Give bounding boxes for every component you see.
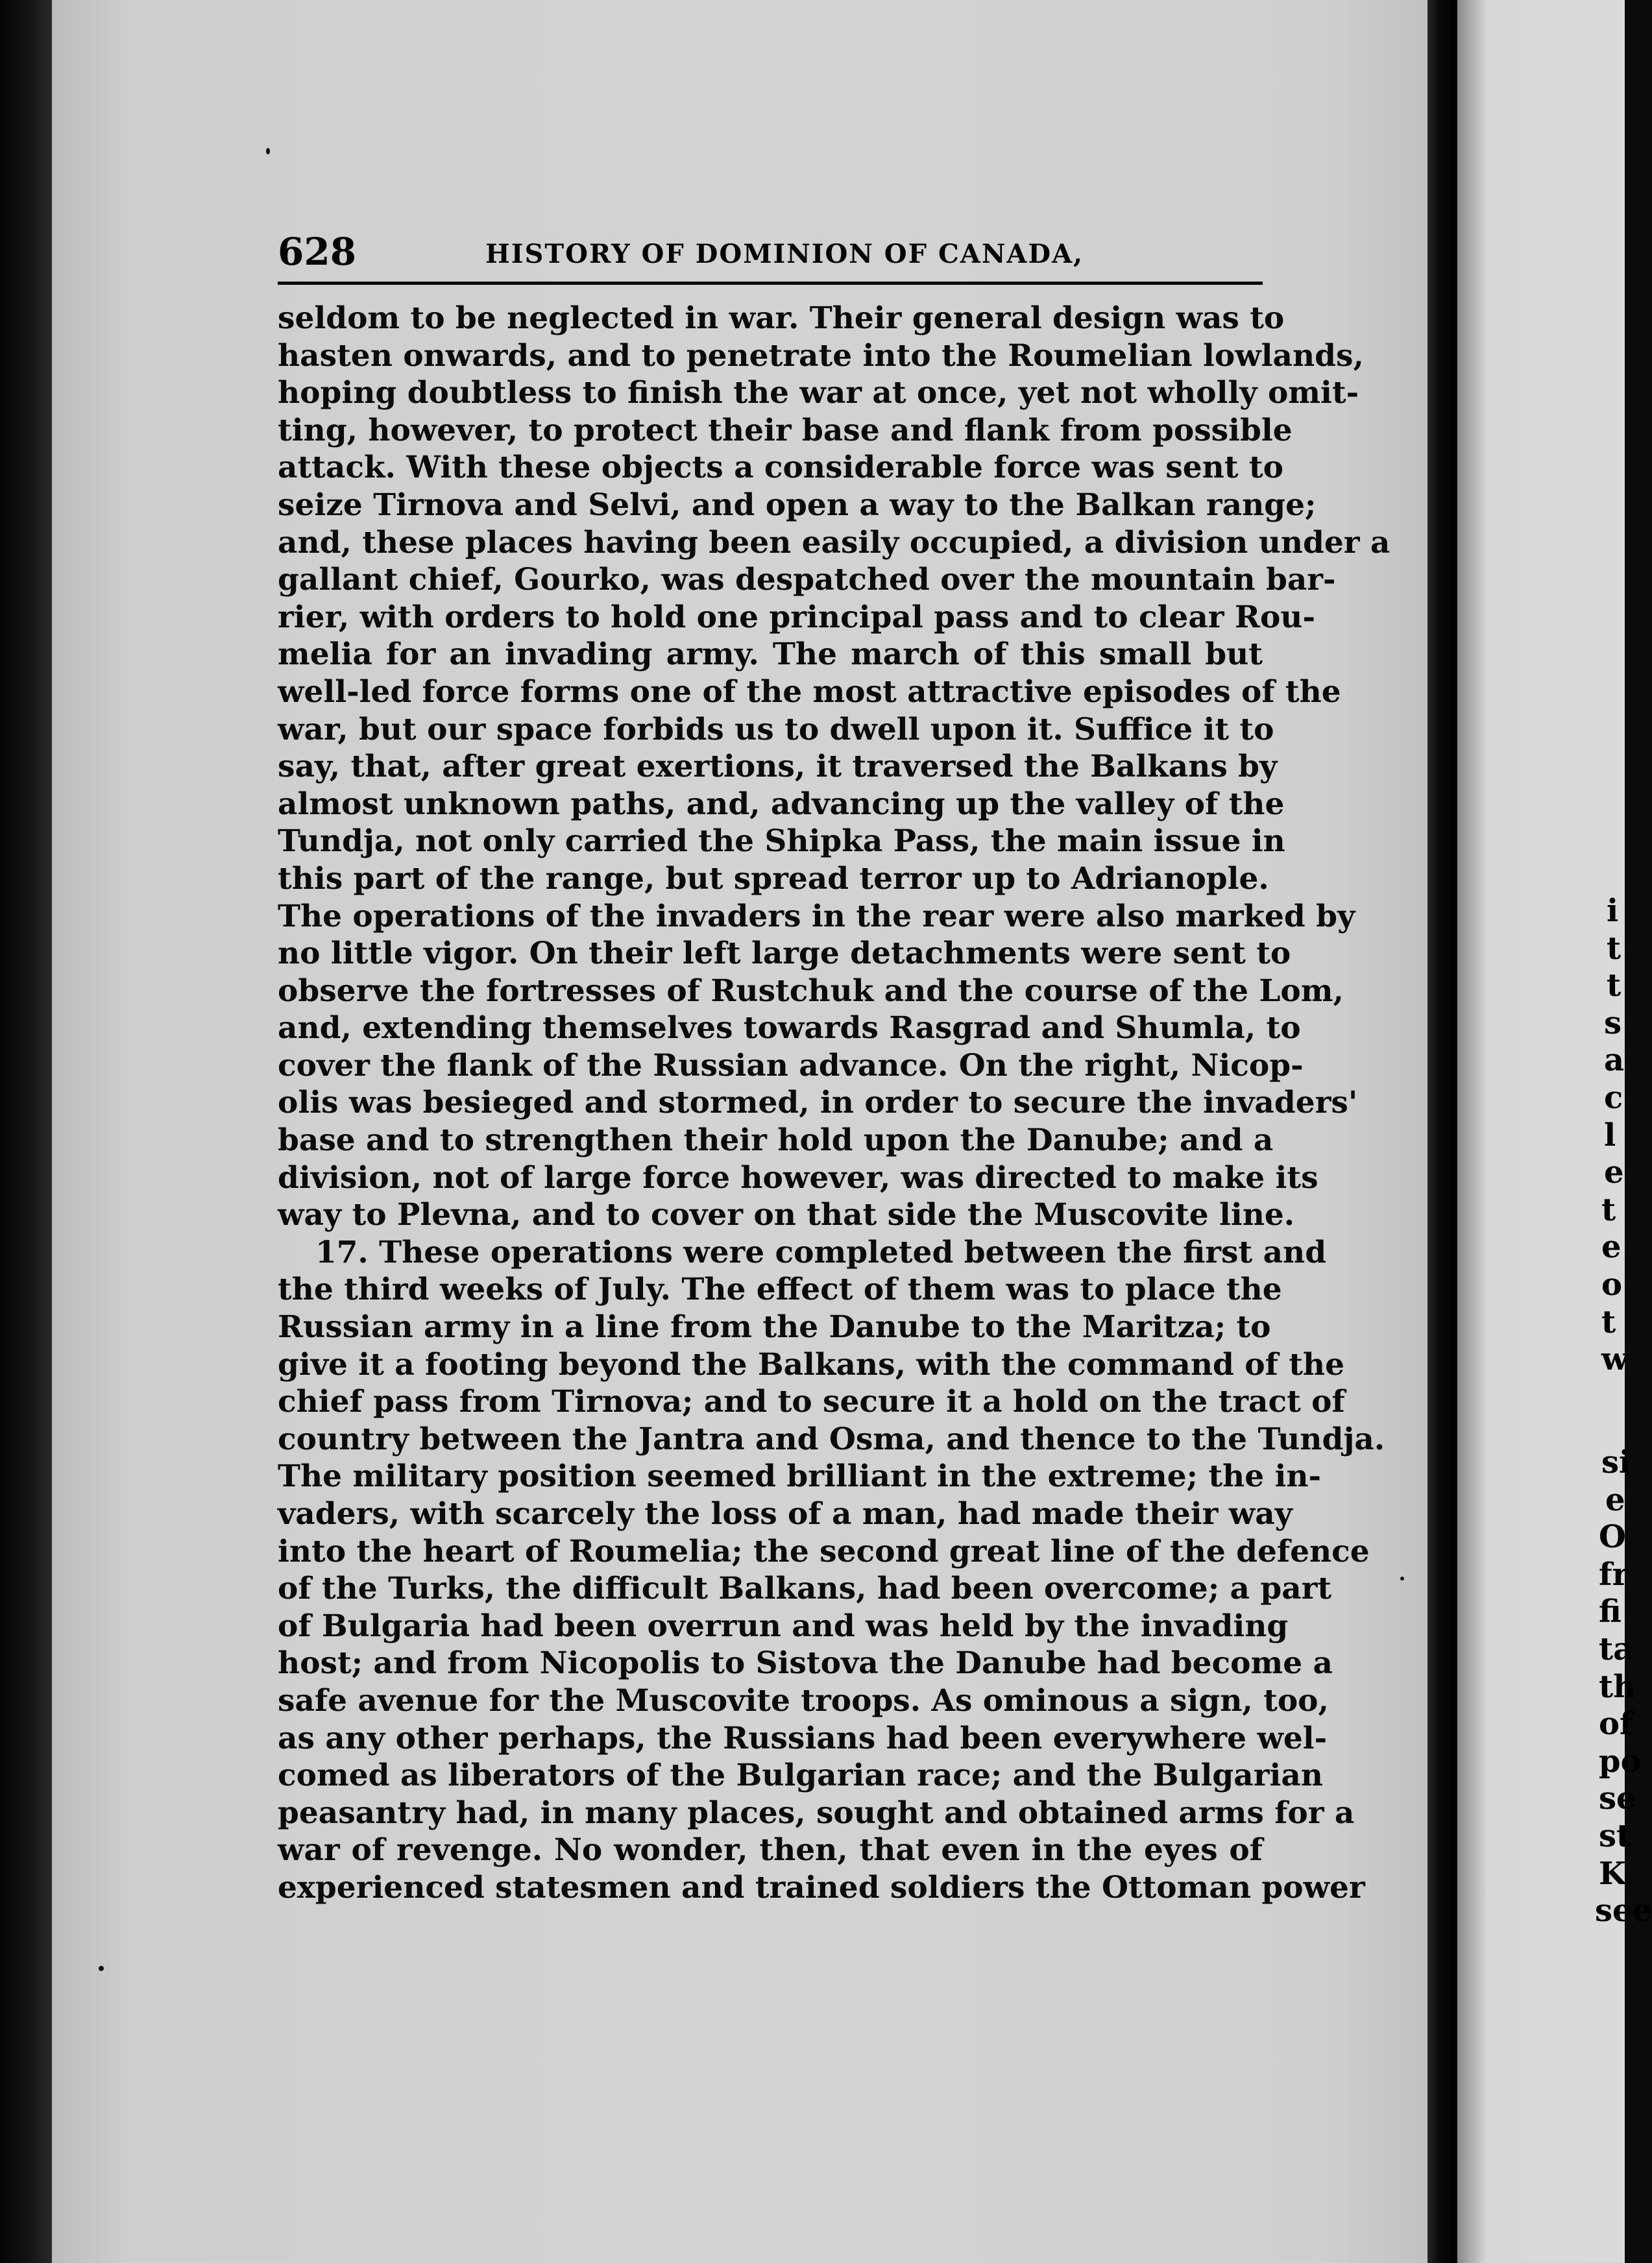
text-line: observe the fortresses of Rustchuk and the course of the Lom, (278, 973, 1344, 1009)
text-line: well-led force forms one of the most attractive episodes of the (278, 673, 1341, 710)
text-line: and, these places having been easily occupied, a division under a (278, 524, 1391, 561)
fragment: s (1604, 1004, 1622, 1041)
fragment: fr (1599, 1556, 1629, 1593)
text-line: seldom to be neglected in war. Their general design was to (278, 300, 1285, 336)
book-gutter (1427, 0, 1457, 2263)
fragment: po (1599, 1743, 1642, 1780)
header-rule (278, 282, 1263, 285)
fragment: th (1599, 1668, 1636, 1705)
text-line: melia for an invading army. The march of this small but (278, 636, 1263, 673)
fragment: of (1599, 1706, 1633, 1743)
text-line: vaders, with scarcely the loss of a man, had made their way (278, 1496, 1293, 1532)
text-line: of Bulgaria had been overrun and was held by the invading (278, 1608, 1289, 1644)
fragment: w (1601, 1341, 1629, 1378)
text-line: way to Plevna, and to cover on that side the Muscovite line. (278, 1197, 1295, 1233)
fragment: O (1599, 1519, 1626, 1556)
text-line: war of revenge. No wonder, then, that even in the eyes of (278, 1832, 1263, 1869)
body-text (278, 300, 1391, 1907)
scan-speck (99, 1966, 104, 1971)
text-line: division, not of large force however, was directed to make its (278, 1159, 1318, 1196)
text-line: country between the Jantra and Osma, and thence to the Tundja. (278, 1421, 1385, 1457)
text-line: ting, however, to protect their base and flank from possible (278, 412, 1293, 448)
text-line: hoping doubtless to finish the war at once, yet not wholly omit- (278, 375, 1359, 411)
fragment: a (1604, 1042, 1625, 1079)
text-line: the third weeks of July. The effect of them was to place the (278, 1272, 1282, 1308)
page-number: 628 (278, 230, 357, 274)
text-line: olis was besieged and stormed, in order to secure the invaders' (278, 1085, 1358, 1121)
running-head: HISTORY OF DOMINION OF CANADA, (485, 239, 1084, 269)
text-line: into the heart of Roumelia; the second great line of the defence (278, 1533, 1370, 1569)
text-line: war, but our space forbids us to dwell upon it. Suffice it to (278, 711, 1274, 747)
text-line: seize Tirnova and Selvi, and open a way to the Balkan range; (278, 487, 1317, 523)
text-line: no little vigor. On their left large detachments were sent to (278, 936, 1291, 972)
fragment: e (1601, 1229, 1622, 1266)
fragment: i (1607, 893, 1619, 929)
text-line: cover the flank of the Russian advance. On the right, Nicop- (278, 1047, 1304, 1083)
fragment: si (1601, 1444, 1631, 1481)
fragment: t (1601, 1191, 1616, 1228)
text-line: Russian army in a line from the Danube to the Maritza; to (278, 1309, 1271, 1346)
fragment: K (1599, 1855, 1626, 1892)
scan-speck (1400, 1577, 1404, 1580)
fragment: e (1604, 1154, 1624, 1191)
next-page-strip (1457, 0, 1652, 2263)
next-page-fragments-upper (1457, 893, 1629, 1379)
next-page-fragments-lower (1457, 1444, 1652, 1930)
fragment: t (1607, 930, 1622, 967)
fragment: fi (1599, 1593, 1622, 1630)
text-line: give it a footing beyond the Balkans, with the command of the (278, 1346, 1344, 1383)
text-line: The military position seemed brilliant in the extreme; the in- (278, 1458, 1322, 1495)
fragment: ta (1599, 1630, 1634, 1667)
text-line: gallant chief, Gourko, was despatched over the mountain bar- (278, 562, 1336, 598)
text-line: and, extending themselves towards Rasgrad and Shumla, to (278, 1010, 1301, 1047)
text-line: comed as liberators of the Bulgarian race; and the Bulgarian (278, 1758, 1323, 1794)
text-line: rier, with orders to hold one principal pass and to clear Rou- (278, 599, 1315, 635)
text-line: The operations of the invaders in the rear were also marked by (278, 898, 1355, 934)
page-header (278, 228, 1263, 280)
text-line: this part of the range, but spread terror up to Adrianople. (278, 860, 1269, 897)
text-line: almost unknown paths, and, advancing up the valley of the (278, 786, 1285, 822)
text-line: hasten onwards, and to penetrate into the Roumelian lowlands, (278, 337, 1364, 374)
left-scan-border (0, 0, 52, 2263)
text-line: safe avenue for the Muscovite troops. As ominous a sign, too, (278, 1682, 1329, 1719)
fragment: se (1599, 1780, 1636, 1817)
fragment: t (1607, 967, 1622, 1004)
text-line: chief pass from Tirnova; and to secure it a hold on the tract of (278, 1384, 1345, 1420)
paragraph-start-line: 17. These operations were completed between the first and (315, 1234, 1327, 1270)
text-line: say, that, after great exertions, it traversed the Balkans by (278, 749, 1278, 785)
fragment: o (1601, 1266, 1623, 1303)
scan-speck (266, 148, 270, 154)
text-line: base and to strengthen their hold upon the Danube; and a (278, 1122, 1274, 1159)
fragment: c (1604, 1079, 1623, 1116)
text-line: host; and from Nicopolis to Sistova the Danube had become a (278, 1645, 1333, 1682)
fragment: e (1605, 1481, 1625, 1518)
text-line: peasantry had, in many places, sought and obtained arms for a (278, 1795, 1355, 1831)
text-line: attack. With these objects a considerable force was sent to (278, 450, 1283, 486)
fragment: t (1601, 1303, 1616, 1340)
fragment: l (1604, 1117, 1616, 1154)
fragment: see (1595, 1893, 1652, 1930)
text-line: as any other perhaps, the Russians had been everywhere wel- (278, 1720, 1328, 1756)
text-line: of the Turks, the difficult Balkans, had been overcome; a part (278, 1571, 1332, 1607)
text-line: Tundja, not only carried the Shipka Pass, the main issue in (278, 823, 1285, 860)
fragment: st (1599, 1817, 1631, 1854)
text-line: experienced statesmen and trained soldiers the Ottoman power (278, 1869, 1365, 1906)
